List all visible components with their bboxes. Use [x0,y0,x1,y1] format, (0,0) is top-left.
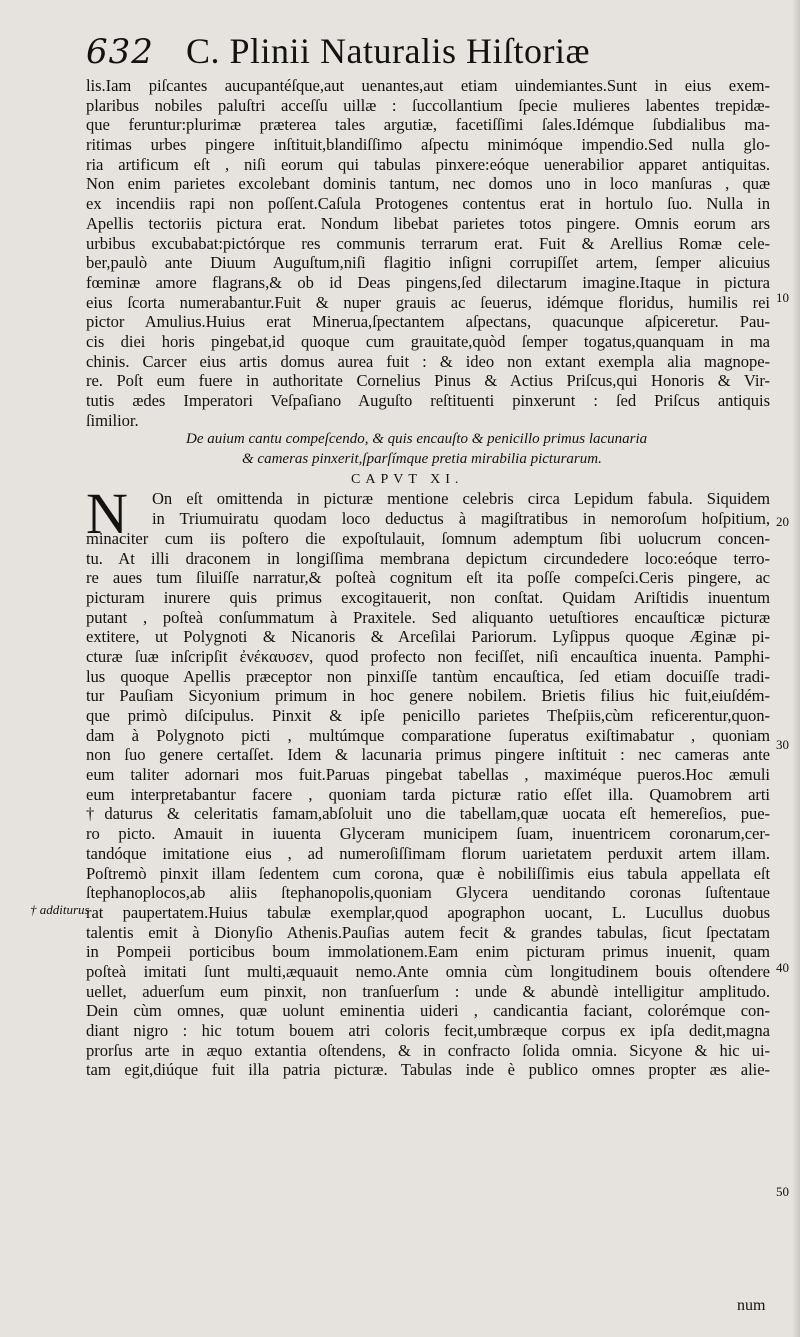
text-line: plaribus nobiles paluſtri acceſſu uillæ : ſuccollantium ſpecie mulieres labentes trepidæ- [86,95,770,115]
running-title: C. Plinii Naturalis Hiſtoriæ [186,31,591,71]
text-line: tandóque imitatione eius , ad numeroſiſſimam florum uarietatem perduxit artem illam. [86,843,770,863]
text-line: ritimas urbes pingere inſtituit,blandiſſimo aſpectu minimóque impendio.Sed nulla glo- [86,135,770,155]
text-line: dam à Polygnoto picti , multúmque comparatione ſuperatus exiſtimabatur , quoniam [86,725,770,745]
text-line: poſteà imitati ſunt multi,æquauit nemo.Ante omnia cùm longitudinem bouis oſtendere [86,961,770,981]
text-line: extitere, ut Polygnoti & Nicanoris & Arceſilai Pariorum. Lyſippus quoque Æginæ pi- [86,627,770,647]
text-line: eius ſcorta numerabantur.Fuit & nuper grauis ac ſeuerus, idémque floridus, humilis rei [86,292,770,312]
text-line: fœminæ amore flagrans,& ob id Deas pingens,ſed dilectarum imagine.Itaque in pictura [86,272,770,292]
text-line: Non enim parietes excolebant dominis tantum, nec domos uno in loco manſuras , quæ [86,174,770,194]
margin-line-number: 20 [776,514,789,529]
text-line: non ſuo genere certaſſet. Idem & lacunaria primus pingere inſtituit : nec cameras ante [86,745,770,765]
page-header [0,30,800,80]
main-text [86,76,770,1080]
text-line: cis diei horis pingebat,id quoque cum grauitate,quòd ſemper togatus,quanquam in ma [86,331,770,351]
text-line: in Pompeii porticibus boum immolationem.Eam enim picturam primus inuenit, quam [86,942,770,962]
text-line: diant nigro : hic totum bouem atri coloris fecit,umbræque corpus ex ipſa dedit,magna [86,1021,770,1040]
text-line: On eſt omittenda in picturæ mentione celebris circa Lepidum fabula. Siquidem [152,489,770,509]
margin-line-number: 10 [776,290,789,305]
catchword: num [737,1297,766,1314]
margin-line-number: 40 [776,960,789,975]
text-line: que primò diſcipulus. Pinxit & ipſe penicillo parietes Theſpiis,cùm reficerentur,quon- [86,706,770,725]
text-line: prorſus arte in æquo extantia oſtendens, & in confracto ſolida omnia. Sicyone & hic ui- [86,1040,770,1060]
text-line: tu. At illi draconem in longiſſima membrana depictum circundedere loco:eóque terro- [86,548,770,568]
text-line: eum taliter adornari mos fuit.Paruas pingebat tabellas , maximéque pueros.Hoc æmuli [86,765,770,785]
text-line: cturæ ſuæ inſcripſit ἐνέκαυσεν, quod profecto non feciſſet, niſi encauſtica inuenta. Pamphi- [86,646,770,666]
text-line: rat paupertatem.Huius tabulæ exemplar,quod apographon uocant, L. Lucullus duobus [86,902,770,922]
text-line: que feruntur:plurimæ præterea tales argutiæ, facetiſſimi ſales.Idémque ſubdialibus ma- [86,115,770,135]
text-line: pictor Amulius.Huius erat Minerua,ſpectantem aſpectans, quacunque aſpiceretur. Pau- [86,312,770,332]
text-line: picturam inurere quis primus excogitauerit, non conſtat. Quidam Ariſtidis inuentum [86,587,770,607]
text-line: ro picto. Amauit in iuuenta Glyceram municipem ſuam, inuentricem coronarum,cer- [86,824,770,844]
chapter-summary: & cameras pinxerit,ſparſímque pretia mirabilia picturarum. [242,451,602,468]
chapter-summary: De auium cantu compeſcendo, & quis encauſto & penicillo primus lacunaria [186,431,648,448]
text-line: chinis. Carcer eius artis domus aurea fuit : & ideo non extant exempla alia magnope- [86,351,770,371]
page-edge-shadow [792,0,800,1337]
text-line: †daturus & celeritatis famam,abſoluit uno die tabellam,quæ uocata eſt hemereſios, pue- [86,804,770,824]
text-line: Dein cùm omnes, quæ uolunt eminentia uideri , candicantia faciant, colorémque con- [86,1001,770,1021]
chapter-heading: CAPVT XI. [351,471,464,487]
drop-cap: N [86,481,128,547]
text-line: re aues tum ſiluiſſe narratur,& poſteà cognitum eſt ita poſſe compeſci.Ceris pingere, ac [86,568,770,588]
text-line: Poſtremò pinxit illam ſedentem cum corona, quæ è nobiliſſimis eius tabula appellata eſt [86,863,770,883]
text-line: re. Poſt eum fuere in authoritate Cornelius Pinus & Actius Priſcus,qui Honoris & Vir- [86,371,770,391]
text-line: in Triumuiratu quodam loco deductus à magiſtratibus in nemoroſum hoſpitium, [152,509,770,529]
text-line: urbibus excubabat:pictórque res communis terrarum erat. Fuit & Arellius Romæ cele- [86,233,770,253]
text-line: tur Pauſiam Sicyonium primum in hoc genere nobilem. Brietis filius hic fuit,eiuſdém- [86,686,770,706]
text-line: ſtephanoplocos,ab aliis ſtephanopolis,quoniam Glycera uenditando coronas ſuſtentaue [86,883,770,903]
text-line: tam egit,diúque fuit illa patria picturæ. Tabulas inde è publico omnes propter æs alie- [86,1060,770,1080]
text-line: putant , poſteà conſummatum à Praxitele. Sed aliquanto uetuſtiores encauſticæ picturæ [86,607,770,627]
text-line: uellet, aduerſum eum pinxit, non tranſuerſum : unde & abundè intelligitur amplitudo. [86,981,770,1001]
text-line: Apellis tectoriis pictura erat. Nondum libebat parietes totos pingere. Omnis eorum ars [86,213,770,233]
text-line: ſimilior. [86,410,139,430]
text-line: ber,paulò ante Diuum Auguſtum,niſi flagitio inſigni corrupiſſet artem, ſemper alicuius [86,253,770,273]
text-line: lis.Iam piſcantes aucupantéſque,aut uenantes,aut etiam uindemiantes.Sunt in eius exem- [86,76,770,95]
text-line: minaciter cum iis poſtero die expoſtulauit, ſomnum ademptum ſibi uolucrum concen- [86,528,770,548]
margin-line-number: 30 [776,737,789,752]
text-line: talentis emit à Dionyſio Athenis.Pauſias autem fecit & grandes tabulas, ſicut ſpectatam [86,922,770,942]
text-line: ria artificum eſt , niſi eorum qui tabulas pinxere:eóque uenerabilior apparet antiquitas. [86,154,770,174]
margin-note: † additurus [30,902,90,917]
page-number: 632 [86,32,154,72]
text-line: eum interpretabantur facere , quoniam tarda picturæ ratio eſſet illa. Quamobrem arti [86,784,770,804]
text-line: lus quoque Apellis præceptor non pinxiſſe tantùm encauſtica, ſed etiam docuiſſe tradi- [86,666,770,686]
margin-line-number: 50 [776,1184,789,1199]
text-line: ex incendiis rapi non poſſent.Caſula Protogenes contentus erat in hortulo ſuo. Nulla in [86,194,770,214]
text-line: tutis ædes Imperatori Veſpaſiano Auguſto reſtituenti pinxerunt : ſed Priſcus antiquis [86,391,770,410]
